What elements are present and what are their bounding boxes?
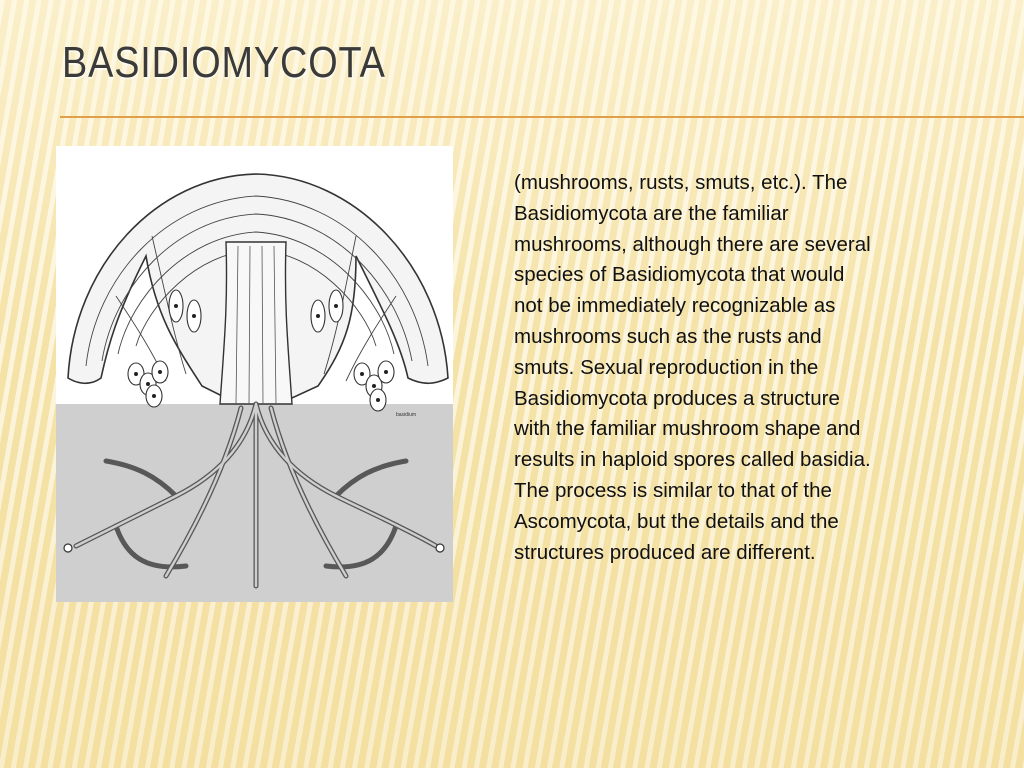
body-line: The process is similar to that of the xyxy=(514,478,832,502)
body-line: mushrooms, although there are several xyxy=(514,232,871,256)
body-line: not be immediately recognizable as xyxy=(514,294,836,318)
spore xyxy=(64,544,72,552)
body-line: (mushrooms, rusts, smuts, etc.). The xyxy=(514,171,848,194)
title-divider xyxy=(60,116,1024,118)
mushroom-diagram-image xyxy=(56,146,453,602)
figure-label-basidium: basidium xyxy=(396,412,417,418)
body-paragraph xyxy=(514,168,954,568)
mushroom-stipe xyxy=(220,242,292,404)
body-line: Ascomycota, but the details and the xyxy=(514,509,839,533)
body-line: results in haploid spores called basidia. xyxy=(514,448,871,472)
body-line: smuts. Sexual reproduction in the xyxy=(514,355,819,379)
body-line: Basidiomycota are the familiar xyxy=(514,201,789,225)
body-line: Basidiomycota produces a structure xyxy=(514,386,840,410)
mushroom-illustration xyxy=(56,146,453,602)
body-line: with the familiar mushroom shape and xyxy=(514,417,861,441)
slide-title: BASIDIOMYCOTA xyxy=(62,38,386,87)
body-line: species of Basidiomycota that would xyxy=(514,263,845,287)
body-line: structures produced are different. xyxy=(514,540,816,564)
spore xyxy=(436,544,444,552)
body-line: mushrooms such as the rusts and xyxy=(514,324,822,348)
